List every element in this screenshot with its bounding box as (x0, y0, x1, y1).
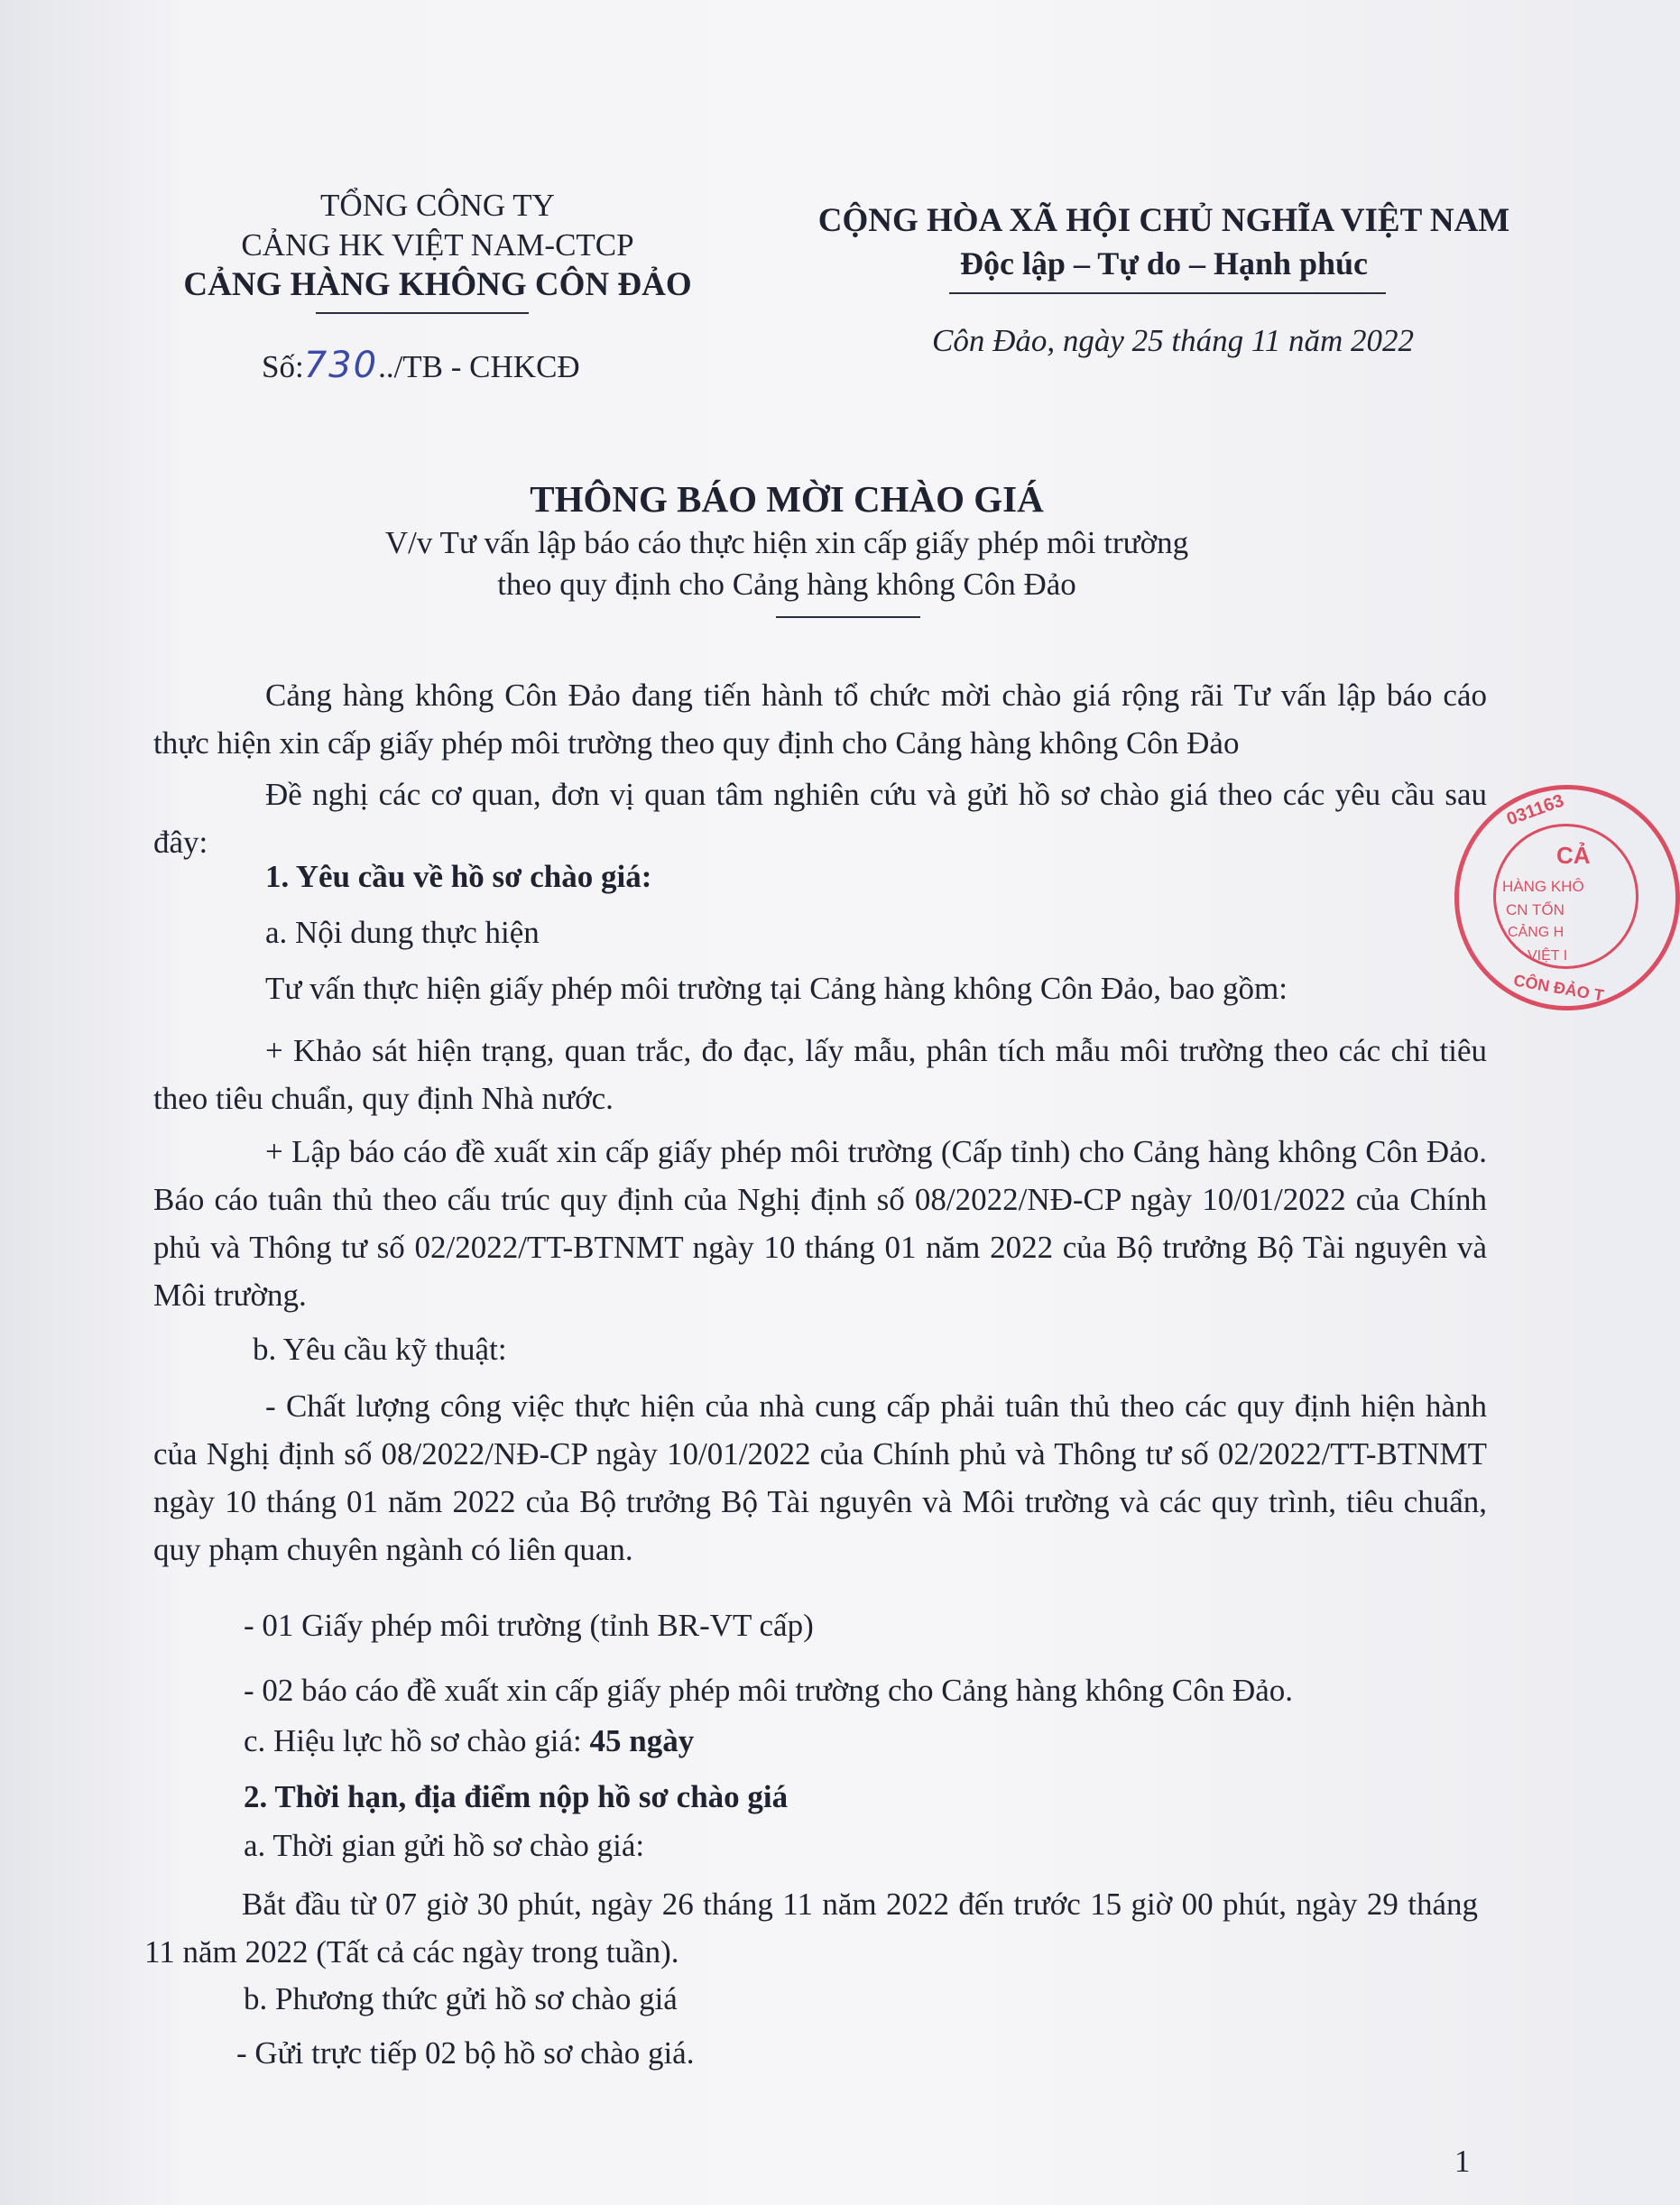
title-underline (776, 616, 920, 618)
org-name: CẢNG HÀNG KHÔNG CÔN ĐẢO (183, 266, 692, 303)
item-b-reports: - 02 báo cáo đề xuất xin cấp giấy phép môi trường cho Cảng hàng không Côn Đảo. (244, 1673, 1294, 1708)
motto-underline (949, 292, 1386, 294)
item-c-validity (244, 1721, 694, 1761)
handwritten-number: 730 (303, 345, 379, 386)
intro-paragraph: Cảng hàng không Côn Đảo đang tiến hành tổ chức mời chào giá rộng rãi Tư vấn lập báo cáo thực hiện xin cấp giấy phép môi trường theo quy định cho Cảng hàng không Côn Đảo (153, 678, 1487, 761)
document-title: THÔNG BÁO MỜI CHÀO GIÁ (530, 478, 1044, 520)
time-a-heading: a. Thời gian gửi hồ sơ chào giá: (244, 1828, 645, 1863)
validity-value: 45 ngày (589, 1723, 695, 1758)
document-number (262, 343, 580, 390)
item-a-intro: Tư vấn thực hiện giấy phép môi trường tại Cảng hàng không Côn Đảo, bao gồm: (265, 971, 1288, 1006)
nation-title: CỘNG HÒA XÃ HỘI CHỦ NGHĨA VIỆT NAM (817, 202, 1510, 239)
item-b-permit: - 01 Giấy phép môi trường (tỉnh BR-VT cấp) (244, 1608, 814, 1643)
document-subject-line1: V/v Tư vấn lập báo cáo thực hiện xin cấp giấy phép môi trường (384, 525, 1189, 560)
number-suffix: ../TB - CHKCĐ (378, 349, 580, 384)
item-a-bullet-1: + Khảo sát hiện trạng, quan trắc, đo đạc, lấy mẫu, phân tích mẫu môi trường theo các chỉ tiêu theo tiêu chuẩn, quy định Nhà nước. (153, 1033, 1487, 1116)
org-underline (316, 312, 529, 314)
org-corporation: CẢNG HK VIỆT NAM-CTCP (241, 227, 634, 263)
section-1-heading: 1. Yêu cầu về hồ sơ chào giá: (265, 859, 652, 894)
org-parent: TỔNG CÔNG TY (320, 188, 555, 223)
validity-label: c. Hiệu lực hồ sơ chào giá: (244, 1723, 590, 1758)
page-number: 1 (1454, 2144, 1471, 2179)
item-b-heading: b. Yêu cầu kỹ thuật: (253, 1332, 507, 1367)
time-a-paragraph: Bắt đầu từ 07 giờ 30 phút, ngày 26 tháng 11 năm 2022 đến trước 15 giờ 00 phút, ngày 29 tháng 11 năm 2022 (Tất cả các ngày trong tuần). (144, 1887, 1478, 1970)
document-subject-line2: theo quy định cho Cảng hàng không Côn Đảo (497, 567, 1076, 602)
item-b-paragraph: - Chất lượng công việc thực hiện của nhà cung cấp phải tuân thủ theo các quy định hiện hành của Nghị định số 08/2022/NĐ-CP ngày 10/01/2022 của Chính phủ và Thông tư số 02/2022/TT-BTNMT ngày 10 tháng 01 năm 2022 của Bộ trưởng Bộ Tài nguyên và Môi trường và các quy trình, tiêu chuẩn, quy phạm chuyên ngành có liên quan. (153, 1389, 1487, 1567)
item-a-bullet-2: + Lập báo cáo đề xuất xin cấp giấy phép môi trường (Cấp tỉnh) cho Cảng hàng không Côn Đảo. Báo cáo tuân thủ theo cấu trúc quy định của Nghị định số 08/2022/NĐ-CP ngày 10/01/2022 của Chính phủ và Thông tư số 02/2022/TT-BTNMT ngày 10 tháng 01 năm 2022 của Bộ trưởng Bộ Tài nguyên và Môi trường. (153, 1134, 1487, 1313)
item-a-heading: a. Nội dung thực hiện (265, 915, 540, 950)
nation-motto: Độc lập – Tự do – Hạnh phúc (959, 245, 1369, 281)
request-paragraph: Đề nghị các cơ quan, đơn vị quan tâm nghiên cứu và gửi hồ sơ chào giá theo các yêu cầu sau đây: (153, 777, 1487, 860)
red-seal-stamp-icon: 031163 CẢ HÀNG KHÔ CN TỔN CẢNG H VIỆT I CÔN ĐẢO T (1454, 785, 1680, 1010)
time-b-heading: b. Phương thức gửi hồ sơ chào giá (244, 1981, 678, 2016)
number-prefix: Số: (262, 349, 304, 384)
section-2-heading: 2. Thời hạn, địa điểm nộp hồ sơ chào giá (244, 1779, 789, 1814)
issue-date: Côn Đảo, ngày 25 tháng 11 năm 2022 (931, 323, 1415, 358)
time-b-item: - Gửi trực tiếp 02 bộ hồ sơ chào giá. (236, 2035, 695, 2071)
